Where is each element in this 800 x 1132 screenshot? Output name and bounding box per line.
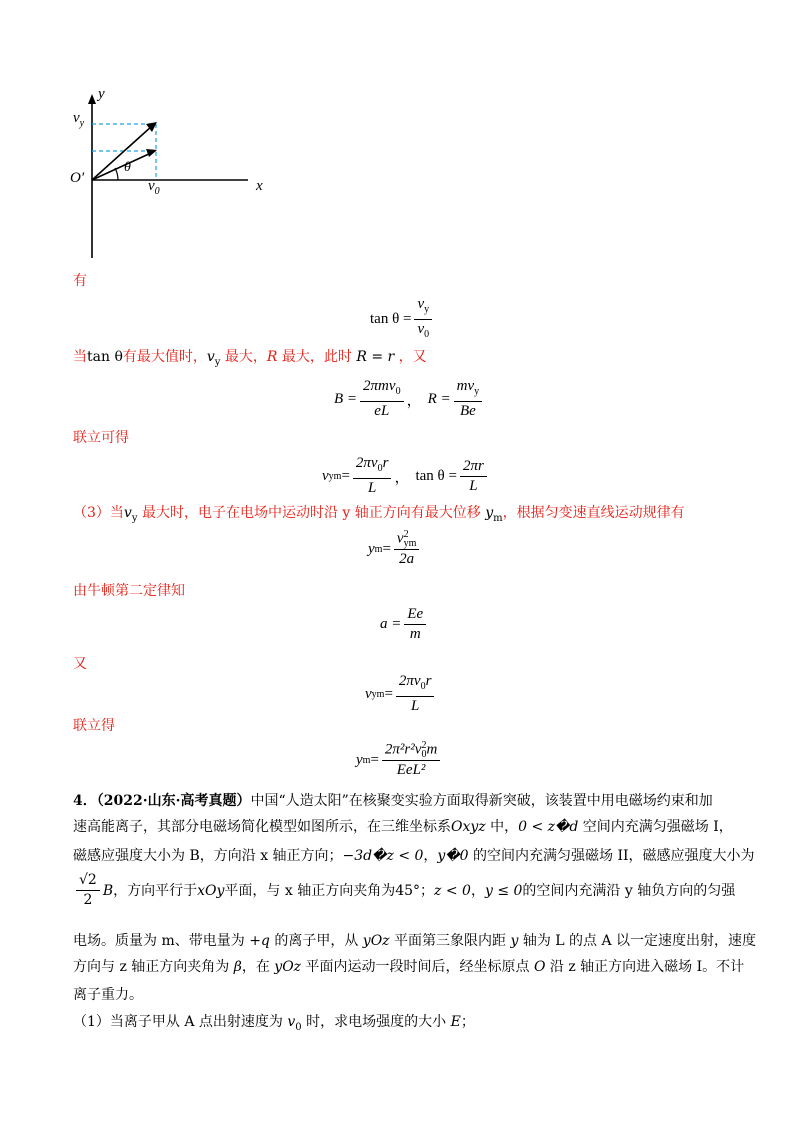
diagram-origin-label: O′ [70,170,85,186]
velocity-vector-arrow [146,149,157,157]
diagram-v0-label: $v_0$ [148,178,160,197]
diagram-y-label: y [98,86,105,102]
problem-line-1: 4．（2022·山东·高考真题）中国“人造太阳”在核聚变实验方面取得新突破，该装置中用电磁场约束和加 [73,793,713,809]
problem-line-2: 速高能离子，其部分电磁场简化模型如图所示，在三维坐标系Oxyz 中，0 < z�d 空间内充满匀强磁场 I， [73,819,733,835]
equation-tan-theta: tan θ = $\frac{v_y}{v_0}$ [370,296,435,343]
velocity-vector [92,153,151,180]
diagram-theta-label: θ [124,160,131,175]
text-when-max: 当tan θ有最大值时，$v_y$ 最大，R 最大，此时 R = r ，又 [73,349,427,368]
y-axis-arrow [88,94,96,104]
problem-line-5: 电场。质量为 m、带电量为 +q 的离子甲，从 yOz 平面第三象限内距 y 轴为 L 的点 A 以一定速度出射，速度 [73,933,757,949]
problem-line-7: 离子重力。 [73,987,143,1003]
equation-ym-final: y m = 2π²r²v 2 0 m EeL² [356,741,443,779]
diagram-x-label: x [256,178,263,194]
angle-arc [115,168,118,180]
diagram-vy-label: $v_y$ [73,110,85,129]
question-1: （1）当离子甲从 A 点出射速度为 $v_0$ 时，求电场强度的大小 E； [73,1014,475,1033]
equation-a: a = $\frac{Ee}{m}$ [380,606,429,643]
text-lianli-de: 联立得 [73,718,115,734]
text-you: 有 [73,273,87,289]
equation-B-R: B = $\frac{2\pi mv_0}{eL}$ ， R = $\frac{mv_y}{Be}$ [334,378,485,420]
equation-vym-tan: v ym = $\frac{2\pi v_0r}{L}$ ， tan θ = $\frac{2\pi r}{L}$ [322,455,490,497]
problem-line-6: 方向与 z 轴正方向夹角为 β，在 yOz 平面内运动一段时间后，经坐标原点 O 沿 z 轴正方向进入磁场 I。不计 [73,959,745,975]
text-part3: （3）当$v_y$ 最大时，电子在电场中运动时沿 y 轴正方向有最大位移 $y_m$，根据匀变速直线运动规律有 [73,505,685,524]
velocity-vector-max [92,126,152,180]
problem-line-3: 磁感应强度大小为 B，方向沿 x 轴正方向；−3d�z < 0，y�0 的空间内充满匀强磁场 II，磁感应强度大小为 [73,848,755,864]
text-you2: 又 [73,656,87,672]
equation-ym-vym: y m = v 2 ym 2a [368,530,422,568]
velocity-diagram [60,88,280,263]
problem-line-4: $\frac{√2}{2}$ B ，方向平行于 xOy 平面，与 x 轴正方向夹角为 45° ； z < 0 ， y ≤ 0 的空间内充满沿 y 轴负方向的匀强 [73,872,735,909]
text-newton: 由牛顿第二定律知 [73,583,185,599]
text-lianli-kede: 联立可得 [73,430,129,446]
equation-vym-2: v ym = $\frac{2\pi v_0r}{L}$ [365,673,437,715]
